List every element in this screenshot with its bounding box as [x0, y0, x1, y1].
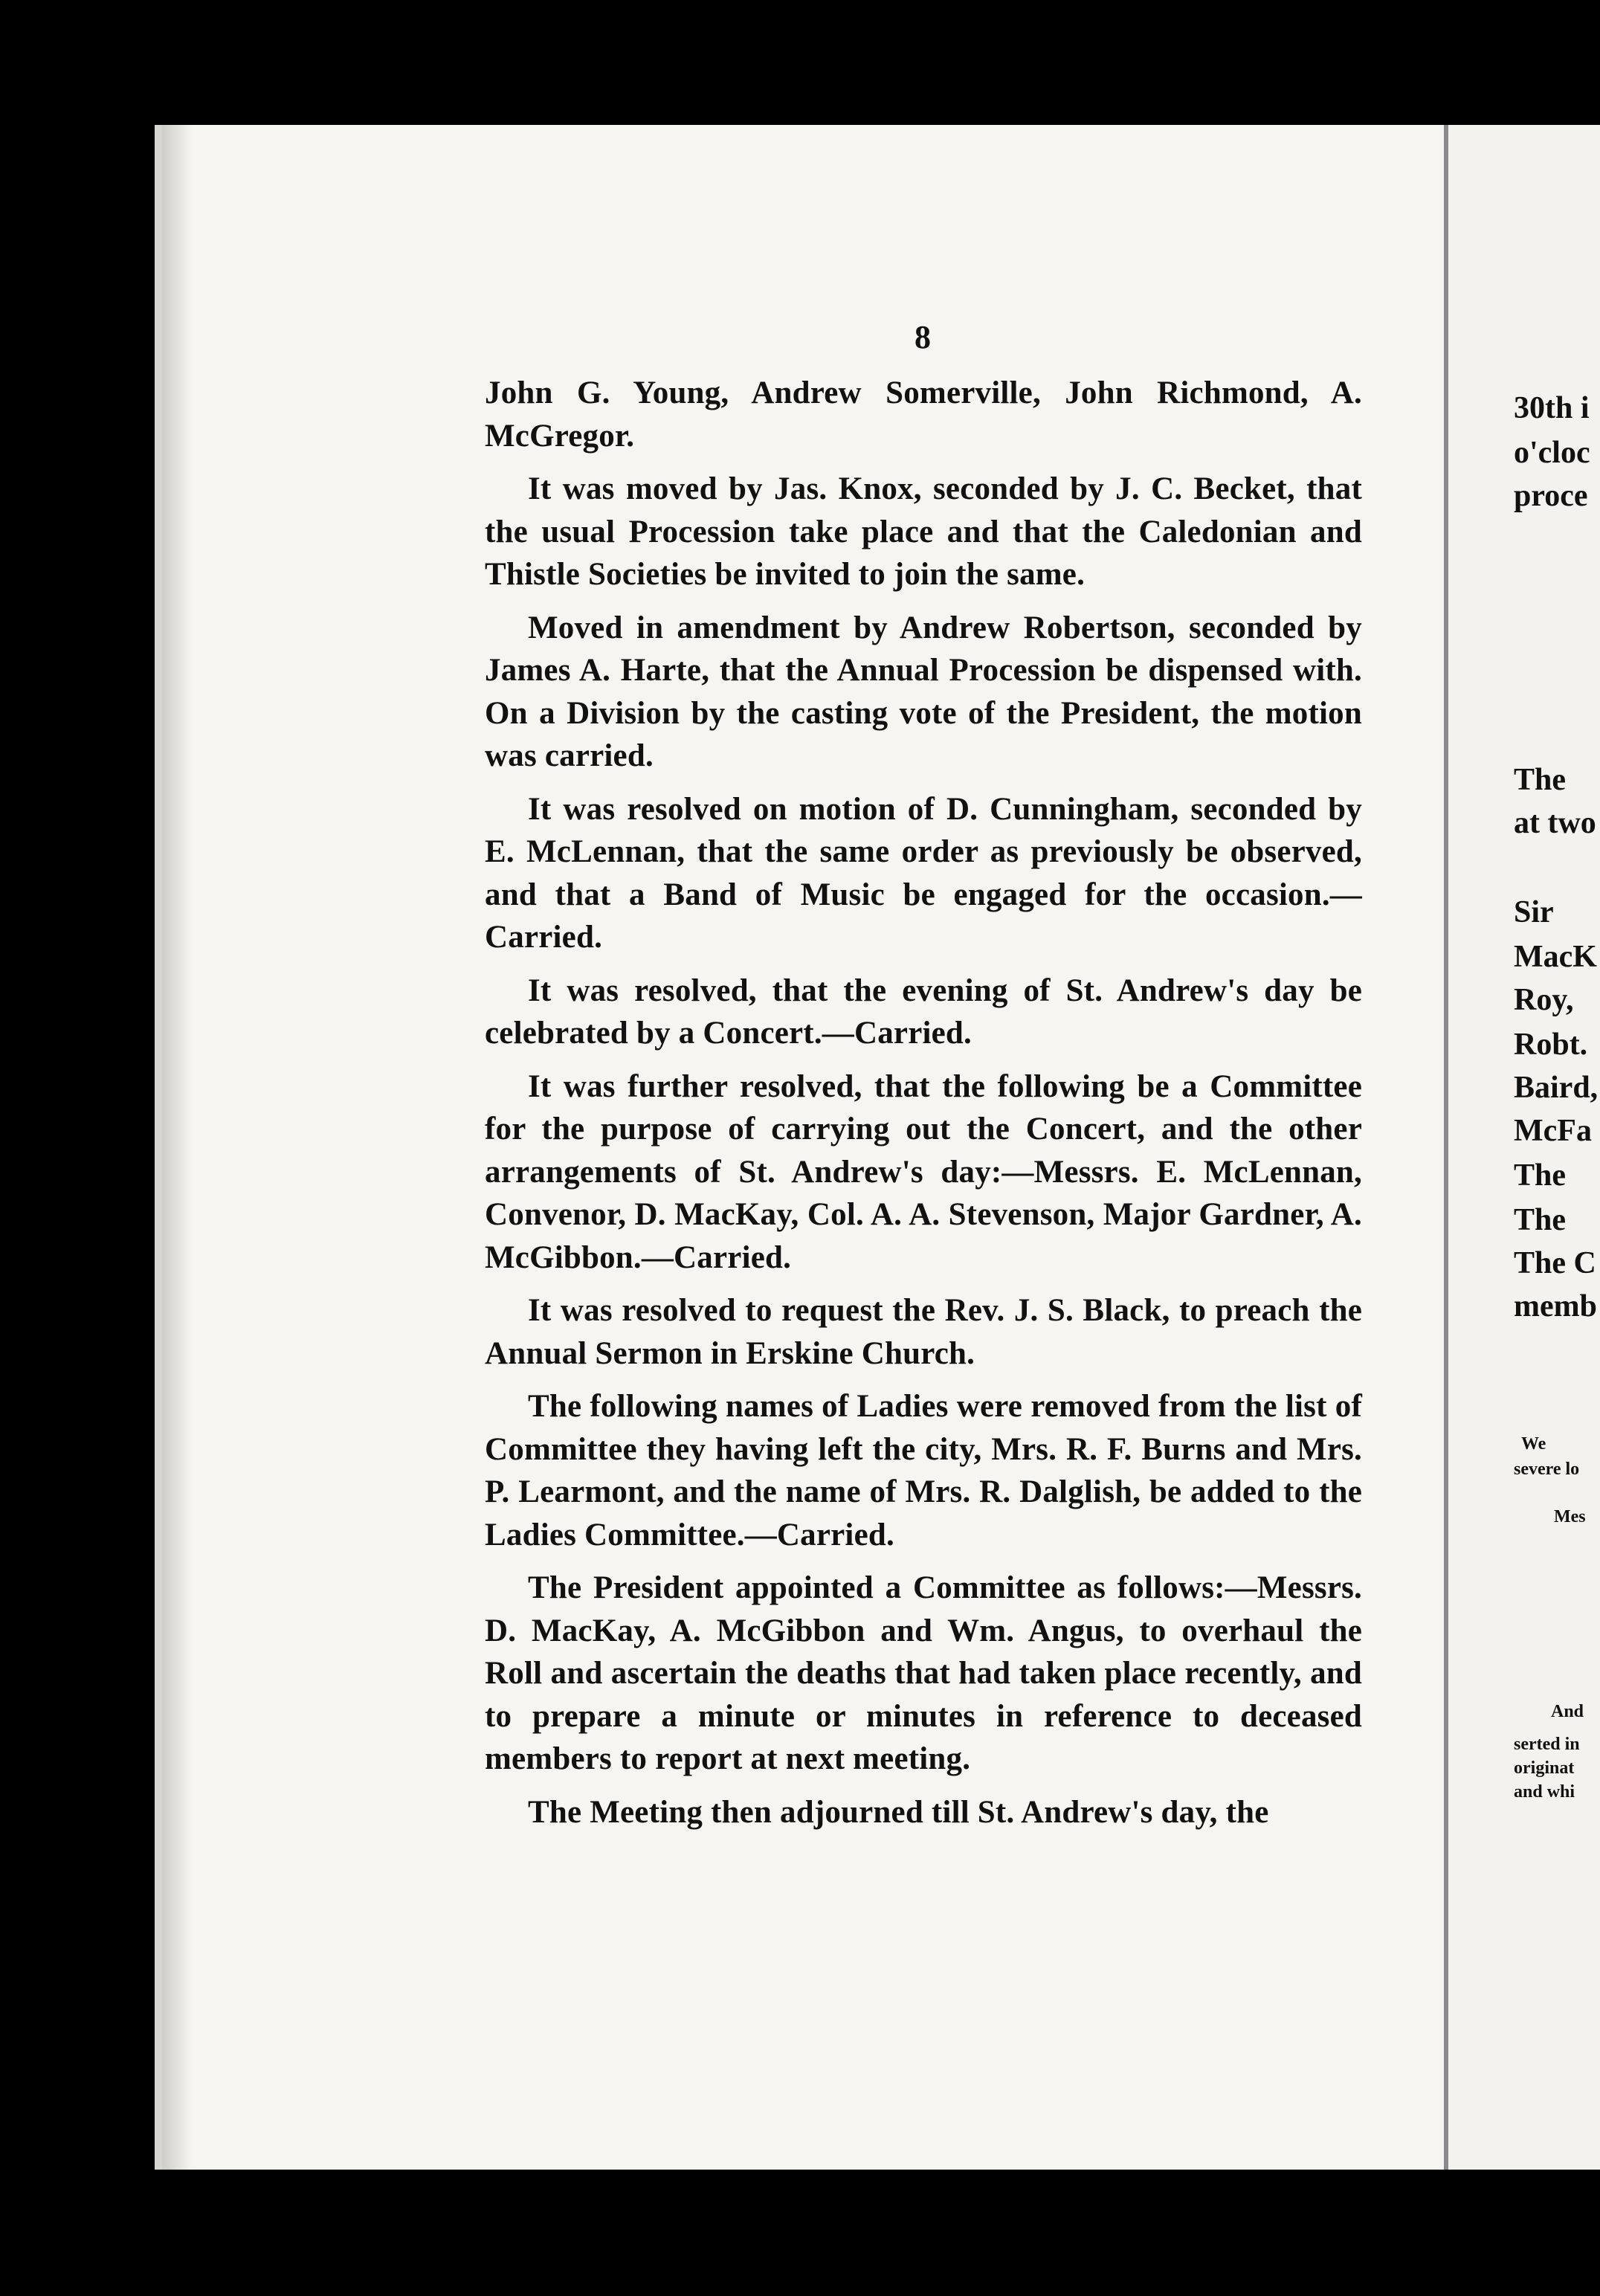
facing-fragment: The [1514, 1158, 1567, 1193]
paragraph-band-of-music: It was resolved on motion of D. Cunningham, seconded by E. McLennan, that the same order as previously be observed, and that a Band of Music be engaged for the occasion.—Carried. [485, 791, 1362, 955]
page-number: 8 [914, 319, 931, 355]
body-text [485, 372, 1362, 1844]
facing-fragment: Sir [1514, 895, 1554, 929]
facing-fragment: serted in [1514, 1735, 1580, 1754]
facing-fragment: The C [1514, 1246, 1596, 1280]
facing-fragment: 30th i [1514, 391, 1590, 425]
facing-fragment: MacK [1514, 940, 1597, 974]
paragraph-concert-committee: It was further resolved, that the following be a Committee for the purpose of carrying out the Concert, and the other arrangements of St. Andrew's day:—Messrs. E. McLennan, Convenor, D. MacKay, Col. A. A. Stevenson, Major Gardner, A. McGibbon.—Carried. [485, 1068, 1362, 1275]
facing-fragment: proce [1514, 479, 1588, 513]
facing-fragment: and whi [1514, 1782, 1575, 1802]
facing-fragment: at two [1514, 806, 1596, 840]
facing-fragment: The [1514, 1203, 1567, 1237]
facing-fragment: memb [1514, 1289, 1597, 1323]
paragraph-amendment: Moved in amendment by Andrew Robertson, seconded by James A. Harte, that the Annual Procession be dispensed with. On a Division by the casting vote of the President, the motion was carried. [485, 610, 1362, 773]
facing-fragment: severe lo [1514, 1460, 1580, 1479]
page-edge-shadow [162, 125, 192, 2170]
facing-fragment: McFa [1514, 1114, 1592, 1148]
facing-fragment: We [1521, 1434, 1546, 1454]
facing-fragment: Mes [1554, 1507, 1586, 1526]
paragraph-concert: It was resolved, that the evening of St. Andrew's day be celebrated by a Concert.—Carried. [485, 973, 1362, 1051]
facing-fragment: Baird, [1514, 1071, 1599, 1105]
facing-fragment: Robt. [1514, 1028, 1588, 1062]
facing-fragment: Roy, [1514, 983, 1574, 1017]
paragraph-ladies-committee: The following names of Ladies were removed from the list of Committee they having left the city, Mrs. R. F. Burns and Mrs. P. Learmont, and the name of Mrs. R. Dalglish, be added to the Ladies Committee.—Carried. [485, 1389, 1362, 1552]
facing-fragment: And [1551, 1702, 1584, 1721]
facing-fragment: originat [1514, 1758, 1575, 1778]
paragraph-roll-committee: The President appointed a Committee as follows:—Messrs. D. MacKay, A. McGibbon and Wm. Angus, to overhaul the Roll and ascertain the deaths that had taken place recently, and to prepare a minute or minutes in reference to deceased members to report at next meeting. [485, 1570, 1362, 1776]
paragraph-adjournment: The Meeting then adjourned till St. Andrew's day, the [528, 1794, 1269, 1830]
paragraph-annual-sermon: It was resolved to request the Rev. J. S. Black, to preach the Annual Sermon in Erskine Church. [485, 1293, 1362, 1371]
facing-fragment: o'cloc [1514, 436, 1590, 470]
facing-fragment: The [1514, 763, 1567, 797]
paragraph-committee-names: John G. Young, Andrew Somerville, John Richmond, A. McGregor. [485, 375, 1362, 454]
paragraph-procession-motion: It was moved by Jas. Knox, seconded by J. C. Becket, that the usual Procession take place and that the Caledonian and Thistle Societies be invited to join the same. [485, 471, 1362, 592]
